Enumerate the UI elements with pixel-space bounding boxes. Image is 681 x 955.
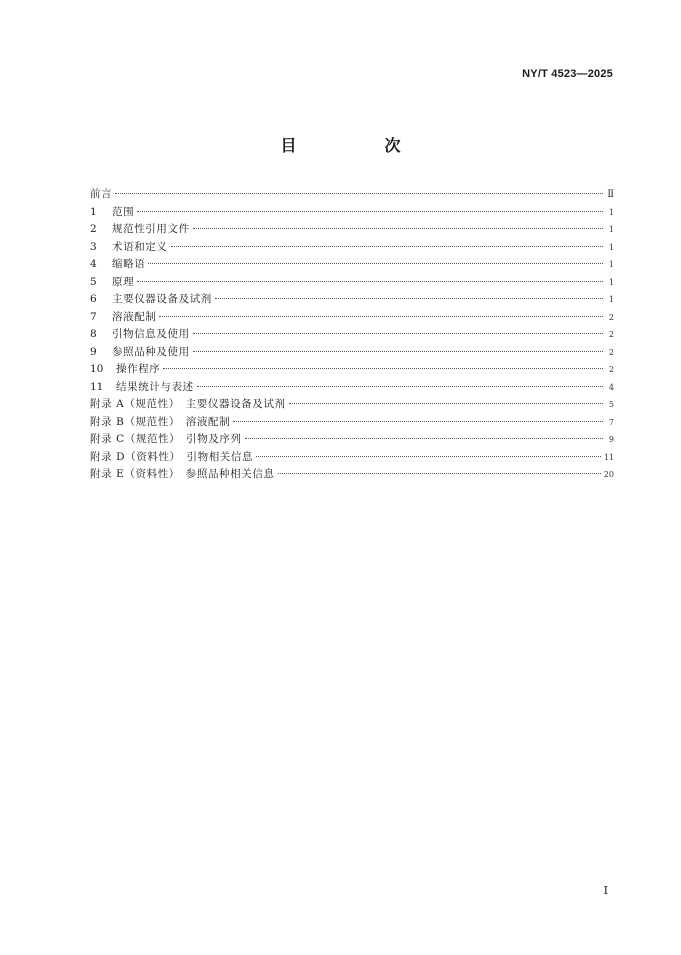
toc-leader-dots	[137, 211, 603, 212]
toc-entry-page: 1	[608, 295, 614, 304]
toc-entry-page: 2	[608, 330, 614, 339]
toc-entry-label: 前言	[90, 188, 113, 200]
toc-entry-number: 9	[90, 345, 97, 358]
toc-entry-appendix-b[interactable]	[90, 414, 614, 432]
toc-entry-section-11[interactable]	[90, 379, 614, 397]
toc-entry-section-9[interactable]	[90, 344, 614, 362]
toc-entry-number: 10	[90, 363, 104, 375]
toc-entry-number: 8	[90, 328, 97, 340]
standard-code: NY/T 4523—2025	[522, 68, 613, 80]
toc-entry-page: 7	[608, 417, 614, 427]
toc-entry-page: 2	[608, 365, 614, 374]
toc-leader-dots	[115, 193, 603, 194]
toc-entry-label: 规范性引用文件	[112, 223, 190, 235]
toc-entry-number: 7	[90, 310, 97, 323]
toc-entry-label: 缩略语	[112, 258, 146, 270]
table-of-contents	[90, 186, 614, 484]
toc-entry-section-1[interactable]	[90, 204, 614, 222]
toc-leader-dots	[163, 368, 603, 369]
toc-entry-number: 5	[90, 275, 97, 288]
toc-entry-number: 1	[90, 205, 97, 218]
toc-entry-label: 附录 C（规范性） 引物及序列	[90, 433, 242, 445]
toc-entry-number: 4	[90, 258, 97, 270]
toc-entry-page: 5	[608, 400, 614, 409]
toc-entry-section-6[interactable]	[90, 291, 614, 309]
toc-entry-label: 结果统计与表述	[116, 380, 194, 393]
toc-entry-appendix-a[interactable]	[90, 396, 614, 414]
toc-entry-section-10[interactable]	[90, 361, 614, 379]
toc-leader-dots	[193, 333, 603, 334]
toc-entry-label: 附录 A（规范性） 主要仪器设备及试剂	[90, 398, 286, 410]
toc-entry-label: 主要仪器设备及试剂	[112, 293, 212, 305]
toc-entry-section-8[interactable]	[90, 326, 614, 344]
toc-entry-page: 9	[608, 435, 614, 444]
toc-entry-foreword[interactable]	[90, 186, 614, 204]
toc-leader-dots	[233, 421, 603, 422]
toc-leader-dots	[193, 351, 603, 352]
toc-entry-page: 1	[608, 277, 614, 287]
toc-leader-dots	[278, 473, 601, 474]
toc-entry-label: 术语和定义	[112, 240, 168, 253]
toc-entry-label: 附录 B（规范性） 溶液配制	[90, 415, 231, 428]
toc-entry-page: 1	[608, 242, 614, 252]
toc-entry-label: 附录 D（资料性） 引物相关信息	[90, 450, 254, 463]
toc-entry-appendix-e[interactable]	[90, 466, 614, 484]
toc-entry-number: 11	[90, 380, 104, 393]
toc-leader-dots	[159, 316, 603, 317]
toc-entry-page: 1	[608, 260, 614, 269]
toc-entry-number: 2	[90, 223, 97, 235]
toc-entry-page: 1	[608, 207, 614, 217]
toc-entry-page: Ⅱ	[607, 189, 614, 200]
toc-leader-dots	[256, 456, 601, 457]
toc-entry-label: 溶液配制	[112, 310, 157, 323]
toc-entry-page: 2	[608, 312, 614, 322]
toc-leader-dots	[148, 263, 603, 264]
toc-entry-section-4[interactable]	[90, 256, 614, 274]
toc-entry-section-3[interactable]	[90, 239, 614, 257]
toc-leader-dots	[193, 228, 603, 229]
toc-entry-label: 操作程序	[116, 363, 161, 375]
toc-leader-dots	[215, 298, 603, 299]
toc-entry-label: 引物信息及使用	[112, 328, 190, 340]
toc-entry-section-5[interactable]	[90, 274, 614, 292]
toc-leader-dots	[289, 403, 603, 404]
toc-entry-label: 原理	[112, 275, 135, 288]
toc-leader-dots	[197, 386, 603, 387]
toc-leader-dots	[171, 246, 604, 247]
toc-entry-section-2[interactable]	[90, 221, 614, 239]
toc-entry-page: 4	[608, 382, 614, 392]
toc-entry-page: 20	[603, 470, 614, 479]
toc-entry-appendix-d[interactable]	[90, 449, 614, 467]
toc-entry-label: 参照品种及使用	[112, 345, 190, 358]
toc-entry-number: 3	[90, 240, 97, 253]
toc-entry-appendix-c[interactable]	[90, 431, 614, 449]
toc-leader-dots	[137, 281, 603, 282]
toc-entry-label: 范围	[112, 205, 135, 218]
toc-entry-section-7[interactable]	[90, 309, 614, 327]
toc-entry-page: 1	[608, 225, 614, 234]
toc-title: 目 次	[280, 136, 437, 155]
toc-entry-page: 2	[608, 347, 614, 357]
toc-entry-page: 11	[603, 452, 614, 462]
toc-leader-dots	[245, 438, 603, 439]
toc-entry-number: 6	[90, 293, 97, 305]
page-number: I	[603, 884, 608, 897]
toc-entry-label: 附录 E（资料性） 参照品种相关信息	[90, 468, 275, 480]
